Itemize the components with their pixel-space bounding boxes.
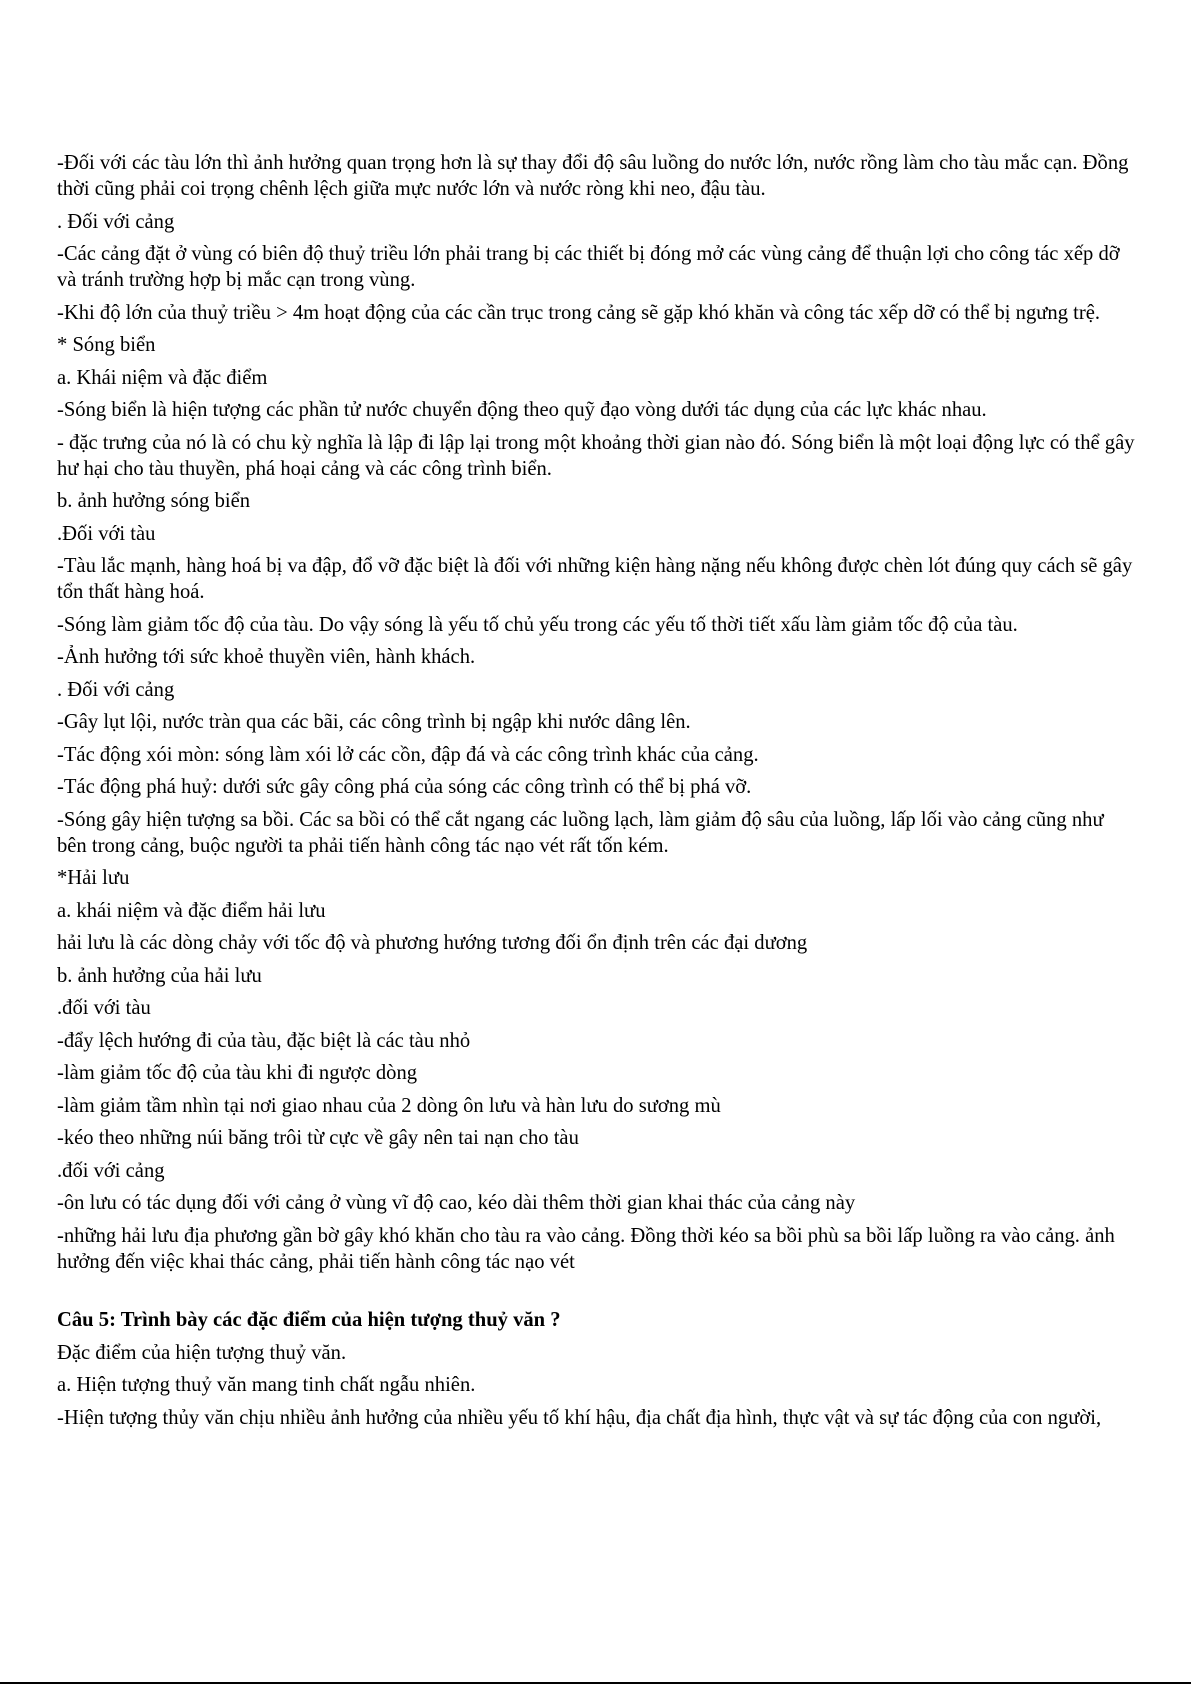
paragraph: -Sóng biển là hiện tượng các phần tử nước chuyển động theo quỹ đạo vòng dưới tác dụng của các lực khác nhau. <box>57 399 987 421</box>
paragraph: -Tác động xói mòn: sóng làm xói lở các cồn, đập đá và các công trình khác của cảng. <box>57 743 759 766</box>
paragraph: a. Khái niệm và đặc điểm <box>57 366 268 389</box>
paragraph: -Tác động phá huỷ: dưới sức gây công phá của sóng các công trình có thể bị phá vỡ. <box>57 776 752 798</box>
paragraph: hải lưu là các dòng chảy với tốc độ và phương hướng tương đối ổn định trên các đại dương <box>57 932 808 954</box>
paragraph: -kéo theo những núi băng trôi từ cực về gây nên tai nạn cho tàu <box>57 1127 579 1149</box>
paragraph: *Hải lưu <box>57 867 130 889</box>
paragraph: -Các cảng đặt ở vùng có biên độ thuỷ triều lớn phải trang bị các thiết bị đóng mở các vùng cảng để thuận lợi cho công tác xếp dỡ và tránh trường hợp bị mắc cạn trong vùng. <box>57 243 1120 291</box>
question-heading: Câu 5: Trình bày các đặc điểm của hiện tượng thuỷ văn ? <box>57 1309 561 1331</box>
paragraph: -làm giảm tốc độ của tàu khi đi ngược dòng <box>57 1062 418 1084</box>
paragraph: a. khái niệm và đặc điểm hải lưu <box>57 899 326 922</box>
paragraph: b. ảnh hưởng sóng biển <box>57 490 251 512</box>
paragraph: * Sóng biển <box>57 334 156 356</box>
paragraph: - đặc trưng của nó là có chu kỳ nghĩa là lập đi lập lại trong một khoảng thời gian nào đó. Sóng biển là một loại động lực có thể gây hư hại cho tàu thuyền, phá hoại cảng và các công trình biển. <box>57 431 1135 480</box>
page-bottom-rule <box>0 1682 1191 1684</box>
paragraph: . Đối với cảng <box>57 210 175 233</box>
paragraph: .Đối với tàu <box>57 522 156 545</box>
paragraph: -Khi độ lớn của thuỷ triều > 4m hoạt động của các cần trục trong cảng sẽ gặp khó khăn và công tác xếp dỡ có thể bị ngưng trệ. <box>57 301 1101 324</box>
paragraph-list <box>57 150 1137 1275</box>
paragraph: .đối với cảng <box>57 1159 165 1182</box>
paragraph: . Đối với cảng <box>57 678 175 701</box>
paragraph: .đối với tàu <box>57 997 151 1019</box>
paragraph: -Đối với các tàu lớn thì ảnh hưởng quan trọng hơn là sự thay đổi độ sâu luồng do nước lớn, nước rồng làm cho tàu mắc cạn. Đồng thời cũng phải coi trọng chênh lệch giữa mực nước lớn và nước ròng khi neo, đậu tàu. <box>57 152 1129 200</box>
section-gap <box>57 1281 1137 1307</box>
paragraph: -ôn lưu có tác dụng đối với cảng ở vùng vĩ độ cao, kéo dài thêm thời gian khai thác của cảng này <box>57 1192 856 1214</box>
document-page <box>57 150 1137 1437</box>
paragraph: b. ảnh hưởng của hải lưu <box>57 964 262 987</box>
paragraph: -những hải lưu địa phương gần bờ gây khó khăn cho tàu ra vào cảng. Đồng thời kéo sa bồi phù sa bồi lấp luồng ra vào cảng. ảnh hưởng đến việc khai thác cảng, phải tiến hành công tác nạo vét <box>57 1224 1115 1273</box>
answer-paragraph-list <box>57 1340 1137 1431</box>
paragraph: -đẩy lệch hướng đi của tàu, đặc biệt là các tàu nhỏ <box>57 1029 471 1052</box>
paragraph: Đặc điểm của hiện tượng thuỷ văn. <box>57 1341 347 1364</box>
paragraph: -Hiện tượng thủy văn chịu nhiều ảnh hưởng của nhiều yếu tố khí hậu, địa chất địa hình, thực vật và sự tác động của con người, <box>57 1406 1102 1429</box>
paragraph: -Gây lụt lội, nước tràn qua các bãi, các công trình bị ngập khi nước dâng lên. <box>57 711 691 733</box>
paragraph: -làm giảm tầm nhìn tại nơi giao nhau của 2 dòng ôn lưu và hàn lưu do sương mù <box>57 1094 721 1117</box>
paragraph: a. Hiện tượng thuỷ văn mang tinh chất ngẫu nhiên. <box>57 1374 476 1396</box>
paragraph: -Ảnh hưởng tới sức khoẻ thuyền viên, hành khách. <box>57 646 476 668</box>
paragraph: -Sóng gây hiện tượng sa bồi. Các sa bồi có thể cắt ngang các luồng lạch, làm giảm độ sâu của luồng, lấp lối vào cảng cũng như bên trong cảng, buộc người ta phải tiến hành công tác nạo vét rất tốn kém. <box>57 808 1104 857</box>
paragraph: -Sóng làm giảm tốc độ của tàu. Do vậy sóng là yếu tố chủ yếu trong các yếu tố thời tiết xấu làm giảm tốc độ của tàu. <box>57 613 1018 636</box>
paragraph: -Tàu lắc mạnh, hàng hoá bị va đập, đổ vỡ đặc biệt là đối với những kiện hàng nặng nếu không được chèn lót đúng quy cách sẽ gây tổn thất hàng hoá. <box>57 555 1133 603</box>
